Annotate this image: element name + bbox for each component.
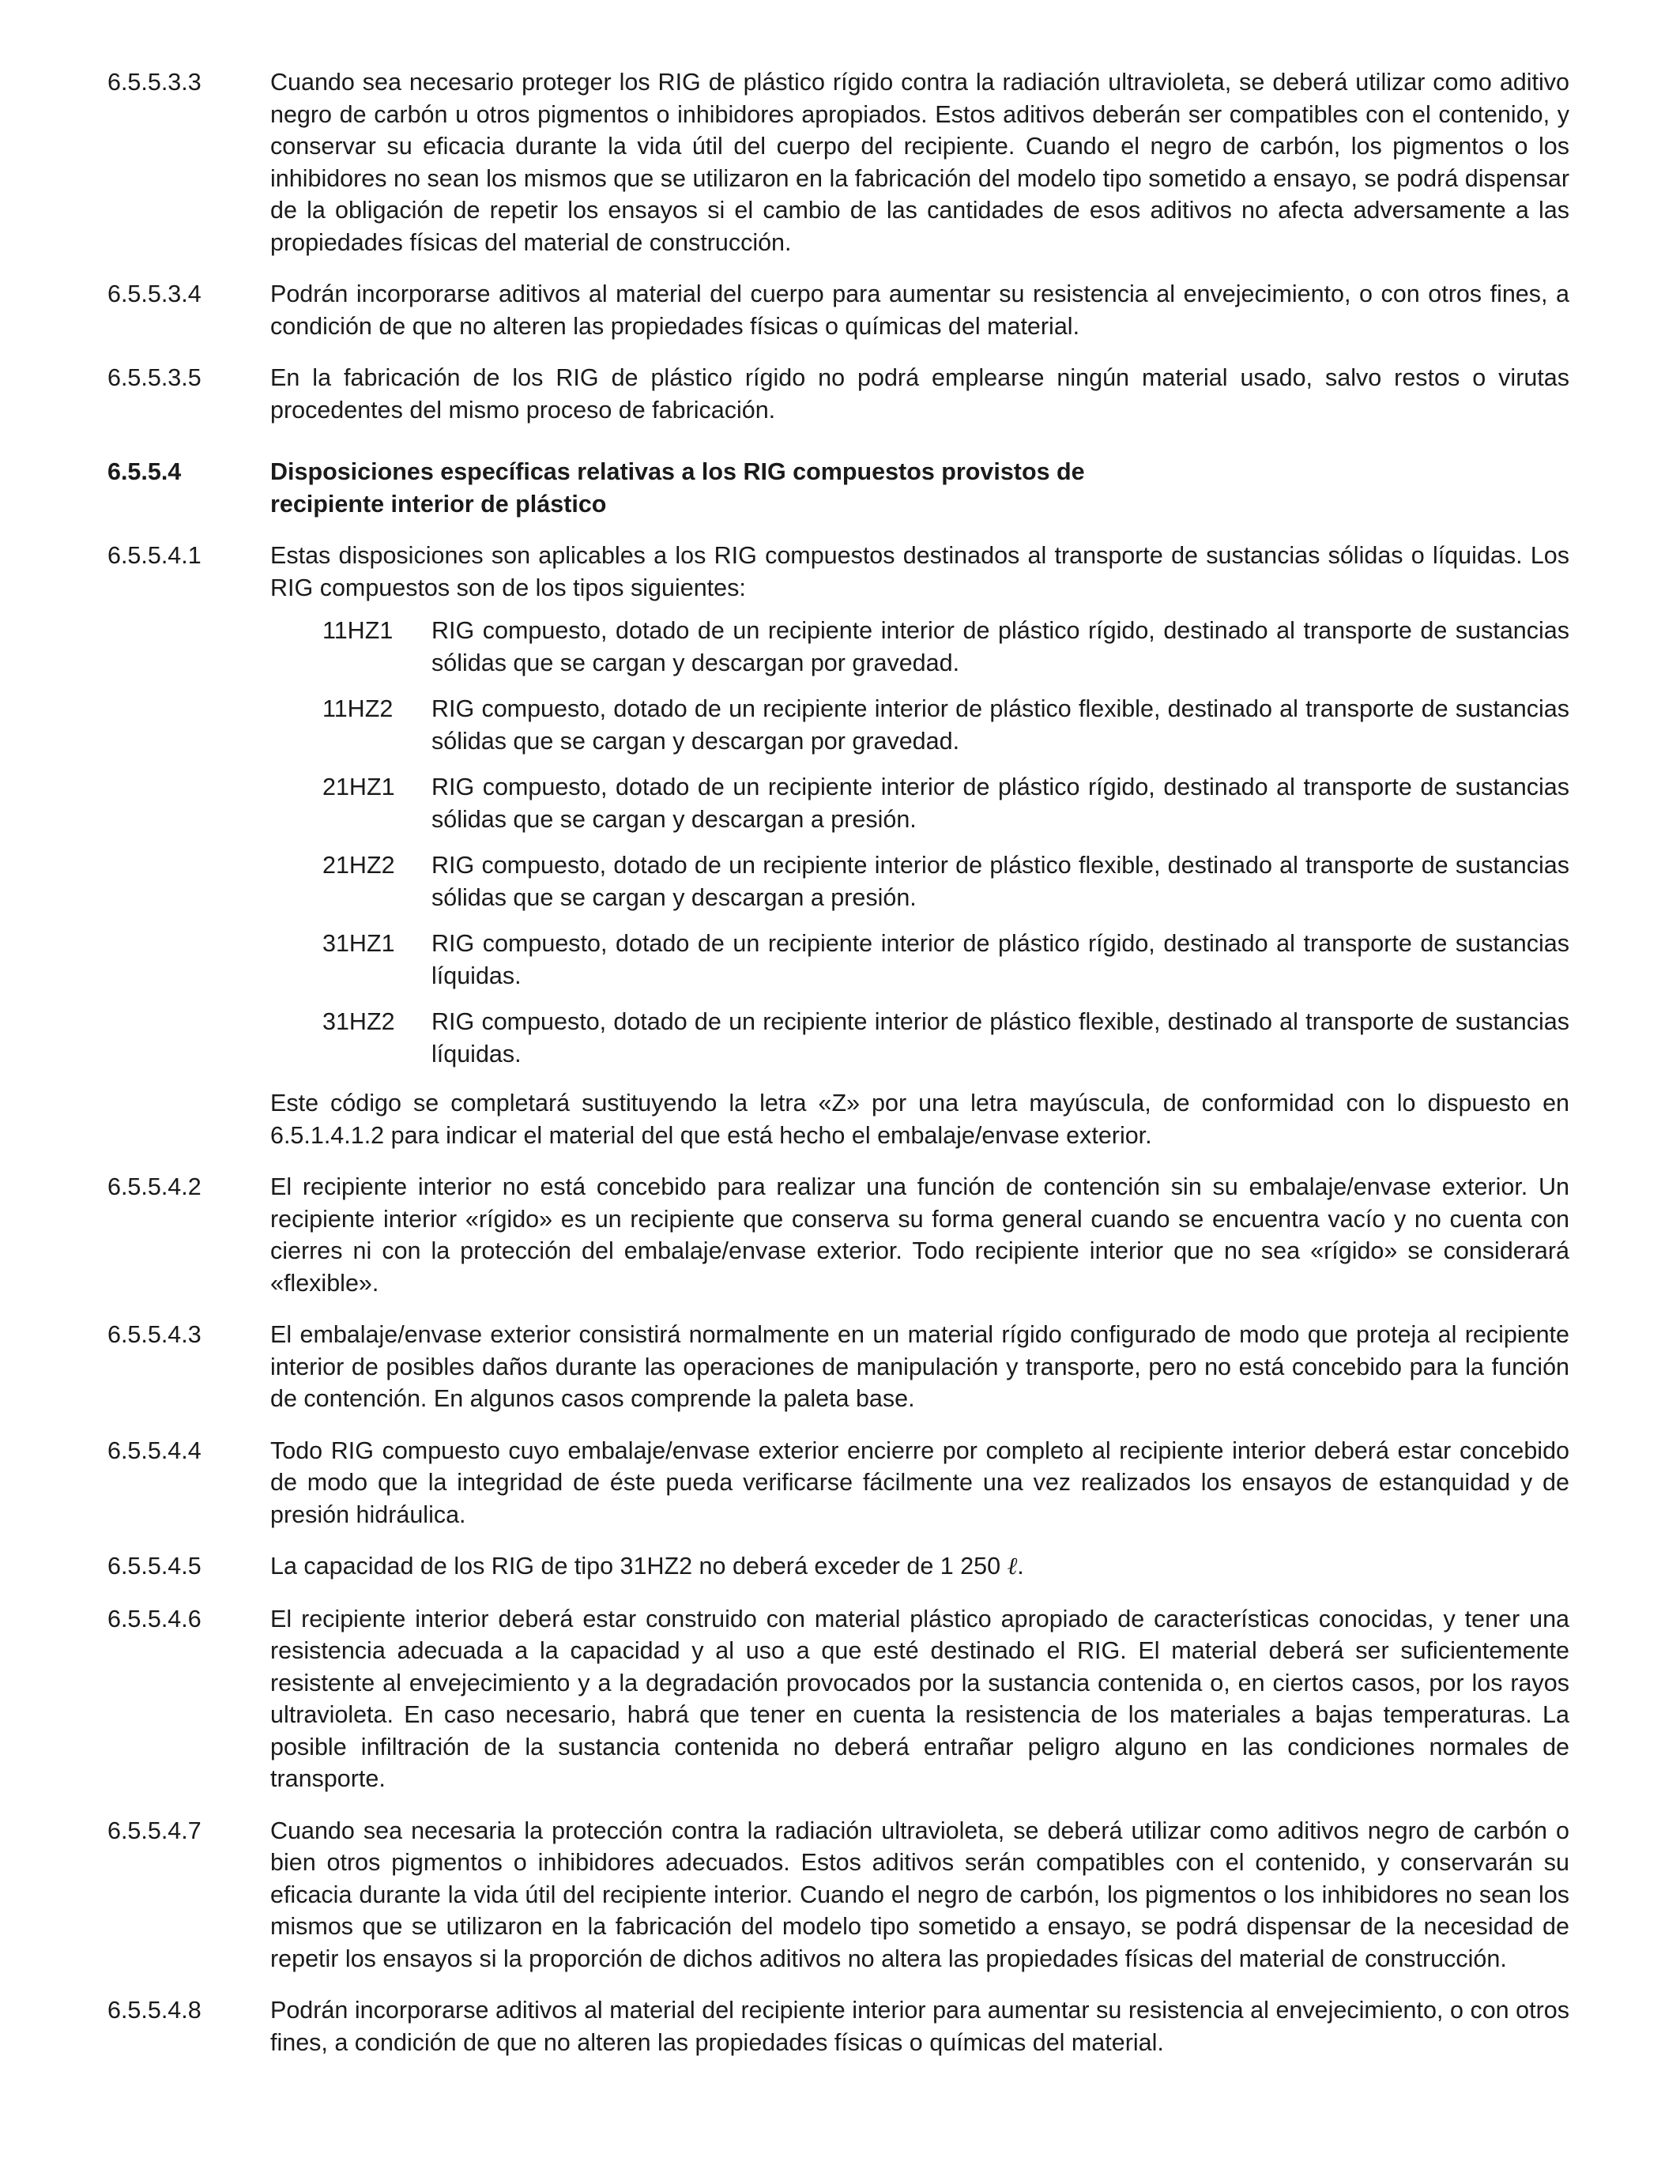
paragraph-text: Cuando sea necesaria la protección contra la radiación ultravioleta, se deberá utilizar como aditivos negro de carbón o bien otros pigmentos o inhibidores adecuados. Estos aditivos serán compatibles con el contenido, y conservarán su eficacia durante la vida útil del recipiente interior. Cuando el negro de carbón, los pigmentos o los inhibidores no sean los mismos que se utilizaron en la fabricación del modelo tipo sometido a ensayo, se podrá dispensar de la necesidad de repetir los ensayos si la proporción de dichos aditivos no altera las propiedades físicas del material de construcción.	[270, 1817, 1569, 1972]
list-item	[322, 615, 1569, 679]
paragraph-6-5-5-4-4	[107, 1435, 1569, 1531]
paragraph-6-5-5-4-5	[107, 1550, 1569, 1583]
liter-unit-symbol: ℓ	[1007, 1553, 1018, 1580]
paragraph-number: 6.5.5.4.7	[107, 1817, 202, 1844]
paragraph-text: Estas disposiciones son aplicables a los RIG compuestos destinados al transporte de sustancias sólidas o líquidas. Los RIG compuestos son de los tipos siguientes:	[270, 542, 1569, 601]
paragraph-text: Podrán incorporarse aditivos al material del cuerpo para aumentar su resistencia al envejecimiento, o con otros fines, a condición de que no alteren las propiedades físicas o químicas del material.	[270, 281, 1569, 340]
type-code: 21HZ2	[322, 852, 395, 879]
type-code: 31HZ2	[322, 1008, 395, 1035]
paragraph-number: 6.5.5.4.8	[107, 1997, 202, 2024]
paragraph-number: 6.5.5.4.6	[107, 1605, 202, 1632]
paragraph-6-5-5-4-1	[107, 540, 1569, 1151]
section-heading-6-5-5-4	[107, 456, 1569, 520]
paragraph-text: Cuando sea necesario proteger los RIG de plástico rígido contra la radiación ultravioleta, se deberá utilizar como aditivo negro de carbón u otros pigmentos o inhibidores apropiados. Estos aditivos deberán ser compatibles con el contenido, y conservar su eficacia durante la vida útil del cuerpo del recipiente. Cuando el negro de carbón, los pigmentos o los inhibidores no sean los mismos que se utilizaron en la fabricación del modelo tipo sometido a ensayo, se podrá dispensar de la obligación de repetir los ensayos si el cambio de las cantidades de esos aditivos no afecta adversamente a las propiedades físicas del material de construcción.	[270, 69, 1569, 256]
paragraph-number: 6.5.5.4.5	[107, 1553, 202, 1580]
type-description: RIG compuesto, dotado de un recipiente interior de plástico flexible, destinado al transporte de sustancias sólidas que se cargan y descargan por gravedad.	[431, 695, 1569, 755]
paragraph-body	[270, 1550, 1569, 1583]
paragraph-text: El recipiente interior no está concebido para realizar una función de contención sin su embalaje/envase exterior. Un recipiente interior «rígido» es un recipiente que conserva su forma general cuando se encuentra vacío y no cuenta con cierres ni con la protección del embalaje/envase exterior. Todo recipiente interior que no sea «rígido» se considerará «flexible».	[270, 1173, 1569, 1297]
ibc-type-list	[107, 615, 1569, 1070]
paragraph-6-5-5-3-3	[107, 66, 1569, 258]
paragraph-6-5-5-4-8	[107, 1994, 1569, 2058]
paragraph-number: 6.5.5.4.1	[107, 542, 202, 569]
paragraph-6-5-5-3-4	[107, 278, 1569, 342]
paragraph-number: 6.5.5.3.3	[107, 69, 202, 96]
paragraph-end-punctuation: .	[1017, 1553, 1024, 1580]
paragraph-text: El recipiente interior deberá estar construido con material plástico apropiado de características conocidas, y tener una resistencia adecuada a la capacidad y al uso a que esté destinado el RIG. El material deberá ser suficientemente resistente al envejecimiento y a la degradación provocados por la sustancia contenida o, en ciertos casos, por los rayos ultravioleta. En caso necesario, habrá que tener en cuenta la resistencia de los materiales a bajas temperaturas. La posible infiltración de la sustancia contenida no deberá entrañar peligro alguno en las condiciones normales de transporte.	[270, 1605, 1569, 1792]
paragraph-text: En la fabricación de los RIG de plástico rígido no podrá emplearse ningún material usado, salvo restos o virutas procedentes del mismo proceso de fabricación.	[270, 364, 1569, 424]
paragraph-text: Todo RIG compuesto cuyo embalaje/envase exterior encierre por completo al recipiente interior deberá estar concebido de modo que la integridad de éste pueda verificarse fácilmente una vez realizados los ensayos de estanquidad y de presión hidráulica.	[270, 1437, 1569, 1528]
paragraph-number: 6.5.5.4.3	[107, 1321, 202, 1348]
type-code: 21HZ1	[322, 774, 395, 800]
type-description: RIG compuesto, dotado de un recipiente interior de plástico rígido, destinado al transporte de sustancias sólidas que se cargan y descargan por gravedad.	[431, 617, 1569, 676]
type-description: RIG compuesto, dotado de un recipiente interior de plástico flexible, destinado al transporte de sustancias sólidas que se cargan y descargan a presión.	[431, 852, 1569, 911]
type-description: RIG compuesto, dotado de un recipiente interior de plástico rígido, destinado al transporte de sustancias líquidas.	[431, 930, 1569, 989]
paragraph-number: 6.5.5.4.2	[107, 1173, 202, 1200]
list-item	[322, 1006, 1569, 1070]
type-code: 11HZ1	[322, 617, 394, 644]
heading-number: 6.5.5.4	[107, 458, 182, 485]
paragraph-6-5-5-3-5	[107, 362, 1569, 426]
paragraph-text: Podrán incorporarse aditivos al material del recipiente interior para aumentar su resistencia al envejecimiento, o con otros fines, a condición de que no alteren las propiedades físicas o químicas del material.	[270, 1997, 1569, 2056]
list-item	[322, 693, 1569, 757]
paragraph-text: El embalaje/envase exterior consistirá normalmente en un material rígido configurado de modo que proteja al recipiente interior de posibles daños durante las operaciones de manipulación y transporte, pero no está concebido para la función de contención. En algunos casos comprende la paleta base.	[270, 1321, 1569, 1412]
type-code: 31HZ1	[322, 930, 395, 957]
heading-text: Disposiciones específicas relativas a los RIG compuestos provistos de recipiente interior de plástico	[270, 458, 1085, 518]
paragraph-6-5-5-4-3	[107, 1319, 1569, 1415]
type-code: 11HZ2	[322, 695, 394, 722]
paragraph-6-5-5-4-7	[107, 1815, 1569, 1975]
paragraph-number: 6.5.5.3.5	[107, 364, 202, 391]
paragraph-number: 6.5.5.4.4	[107, 1437, 202, 1464]
type-description: RIG compuesto, dotado de un recipiente interior de plástico flexible, destinado al transporte de sustancias líquidas.	[431, 1008, 1569, 1068]
paragraph-6-5-5-4-2	[107, 1171, 1569, 1299]
paragraph-6-5-5-4-6	[107, 1603, 1569, 1795]
type-code-note: Este código se completará sustituyendo la letra «Z» por una letra mayúscula, de conformidad con lo dispuesto en 6.5.1.4.1.2 para indicar el material del que está hecho el embalaje/envase exterior.	[270, 1090, 1569, 1149]
document-page	[107, 66, 1569, 2078]
list-item	[322, 928, 1569, 992]
paragraph-text: La capacidad de los RIG de tipo 31HZ2 no deberá exceder de 1 250	[270, 1553, 1008, 1580]
paragraph-number: 6.5.5.3.4	[107, 281, 202, 307]
list-item	[322, 771, 1569, 835]
type-description: RIG compuesto, dotado de un recipiente interior de plástico rígido, destinado al transporte de sustancias sólidas que se cargan y descargan a presión.	[431, 774, 1569, 833]
list-item	[322, 849, 1569, 913]
paragraph-body	[270, 540, 1569, 1151]
